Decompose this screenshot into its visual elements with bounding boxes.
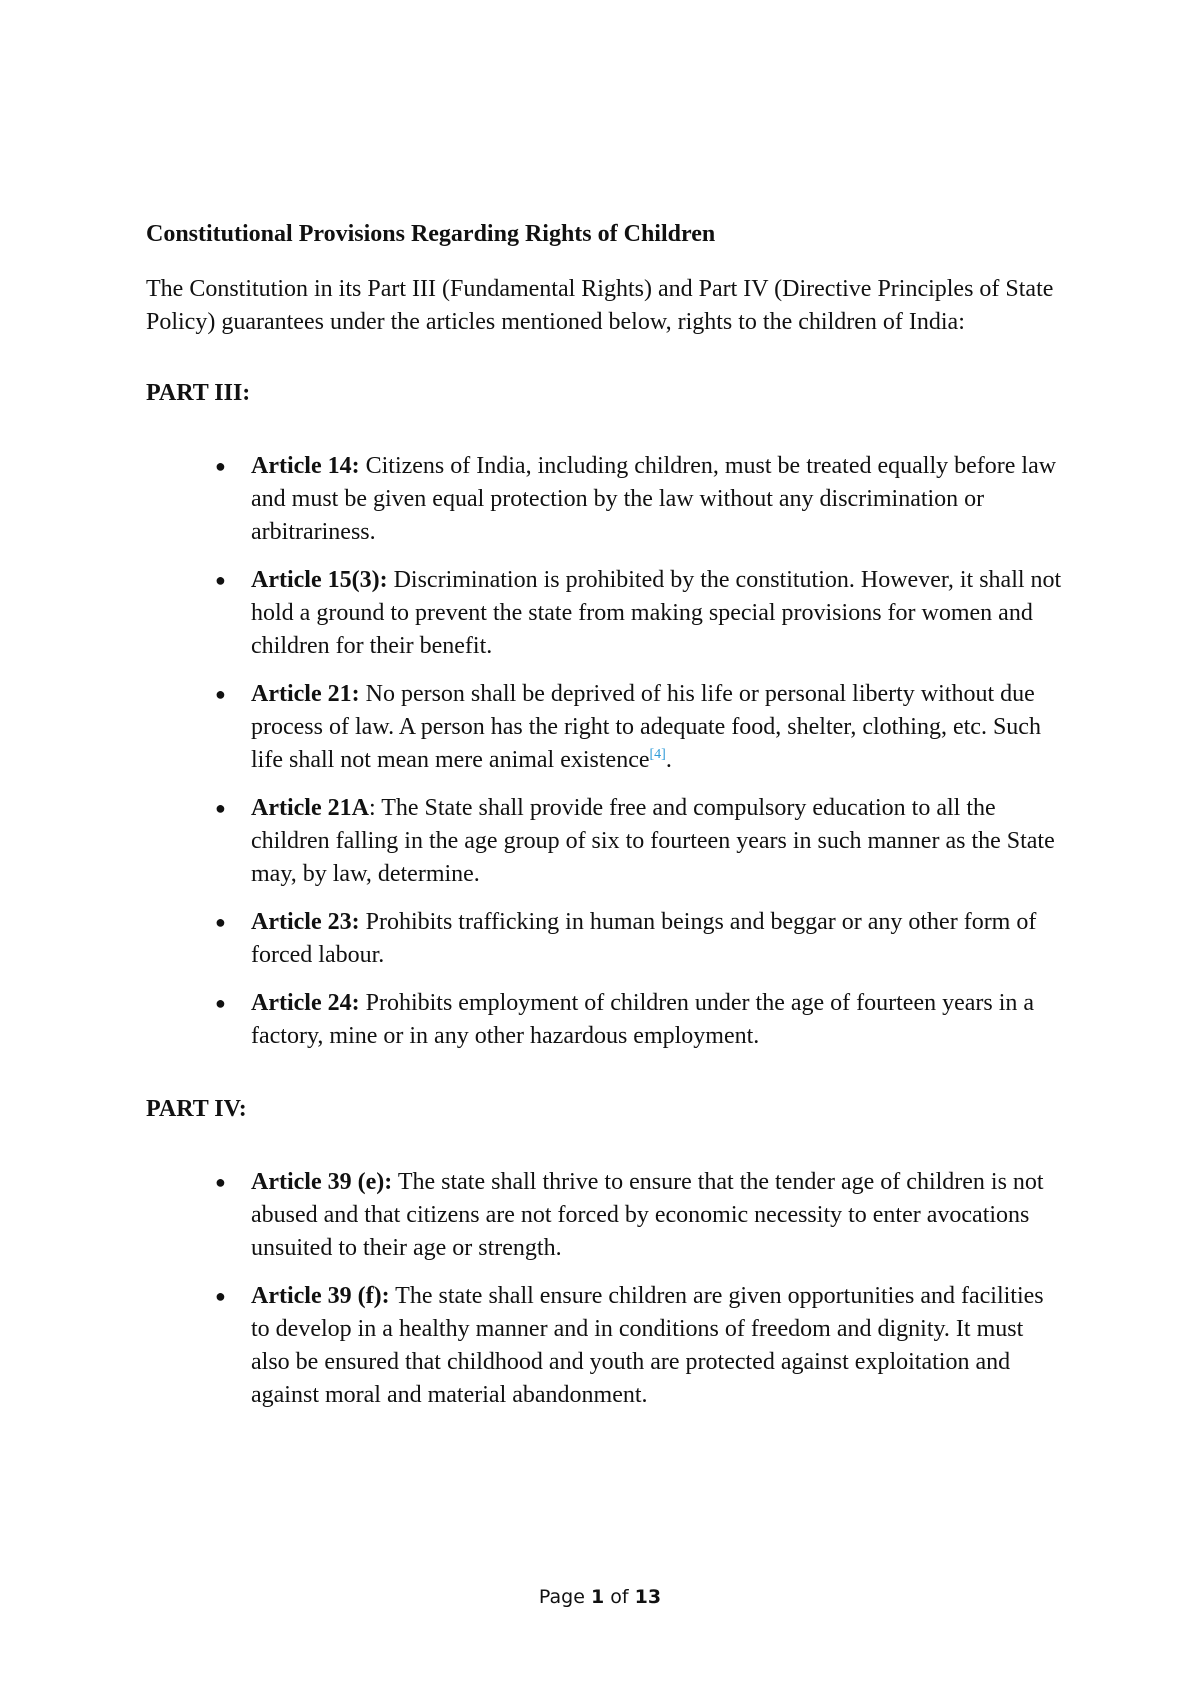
document-body bbox=[146, 218, 1066, 1452]
list-item bbox=[215, 1166, 1066, 1265]
article-label: Article 15(3): bbox=[251, 567, 388, 593]
list-item bbox=[215, 987, 1066, 1053]
bullet-icon: ● bbox=[215, 684, 226, 704]
list-item bbox=[215, 678, 1066, 777]
article-text: Prohibits employment of children under the age of fourteen years in a factory, mine or in any other hazardous employment. bbox=[251, 990, 1035, 1049]
article-text: Discrimination is prohibited by the constitution. However, it shall not hold a ground to prevent the state from making special provisions for women and children for their benefit. bbox=[251, 567, 1062, 659]
bullet-icon: ● bbox=[215, 570, 226, 590]
bullet-icon: ● bbox=[215, 912, 226, 932]
part-iv-list bbox=[146, 1166, 1066, 1412]
intro-paragraph: The Constitution in its Part III (Fundamental Rights) and Part IV (Directive Principles of State Policy) guarantees under the articles mentioned below, rights to the children of India: bbox=[146, 276, 1054, 335]
current-page-number: 1 bbox=[590, 1586, 605, 1608]
page-footer bbox=[0, 1586, 1200, 1608]
article-label: Article 14: bbox=[251, 453, 360, 479]
article-label: Article 23: bbox=[251, 909, 360, 935]
part-iii-heading: PART III: bbox=[146, 380, 251, 406]
list-item bbox=[215, 906, 1066, 972]
article-text: Prohibits trafficking in human beings and beggar or any other form of forced labour. bbox=[251, 909, 1037, 968]
article-text: The state shall thrive to ensure that the tender age of children is not abused and that citizens are not forced by economic necessity to enter avocations unsuited to their age or strength. bbox=[251, 1169, 1044, 1261]
list-item bbox=[215, 792, 1066, 891]
bullet-icon: ● bbox=[215, 993, 226, 1013]
bullet-icon: ● bbox=[215, 1286, 226, 1306]
document-title: Constitutional Provisions Regarding Rights of Children bbox=[146, 221, 716, 247]
article-label: Article 24: bbox=[251, 990, 360, 1016]
article-text: No person shall be deprived of his life or personal liberty without due process of law. A person has the right to adequate food, shelter, clothing, etc. Such life shall not mean mere animal existence bbox=[251, 681, 1041, 773]
article-text: Citizens of India, including children, must be treated equally before law and must be given equal protection by the law without any discrimination or arbitrariness. bbox=[251, 453, 1057, 545]
page-word: Page bbox=[538, 1586, 585, 1608]
bullet-icon: ● bbox=[215, 1172, 226, 1192]
bullet-icon: ● bbox=[215, 456, 226, 476]
of-word: of bbox=[610, 1586, 629, 1608]
article-label: Article 39 (f): bbox=[251, 1283, 390, 1309]
bullet-icon: ● bbox=[215, 798, 226, 818]
article-text: The state shall ensure children are given opportunities and facilities to develop in a healthy manner and in conditions of freedom and dignity. It must also be ensured that childhood and youth are protected against exploitation and against moral and material abandonment. bbox=[251, 1283, 1044, 1408]
article-text-end: . bbox=[665, 747, 672, 773]
total-pages-number: 13 bbox=[634, 1586, 662, 1608]
part-iv-heading: PART IV: bbox=[146, 1096, 247, 1122]
article-label: Article 21A bbox=[251, 795, 369, 821]
list-item bbox=[215, 450, 1066, 549]
article-label: Article 39 (e): bbox=[251, 1169, 393, 1195]
footnote-link[interactable]: [4] bbox=[649, 747, 666, 762]
article-label: Article 21: bbox=[251, 681, 360, 707]
list-item bbox=[215, 564, 1066, 663]
part-iii-list bbox=[146, 450, 1066, 1053]
article-text: : The State shall provide free and compulsory education to all the children falling in the age group of six to fourteen years in such manner as the State may, by law, determine. bbox=[251, 795, 1055, 887]
list-item bbox=[215, 1280, 1066, 1412]
